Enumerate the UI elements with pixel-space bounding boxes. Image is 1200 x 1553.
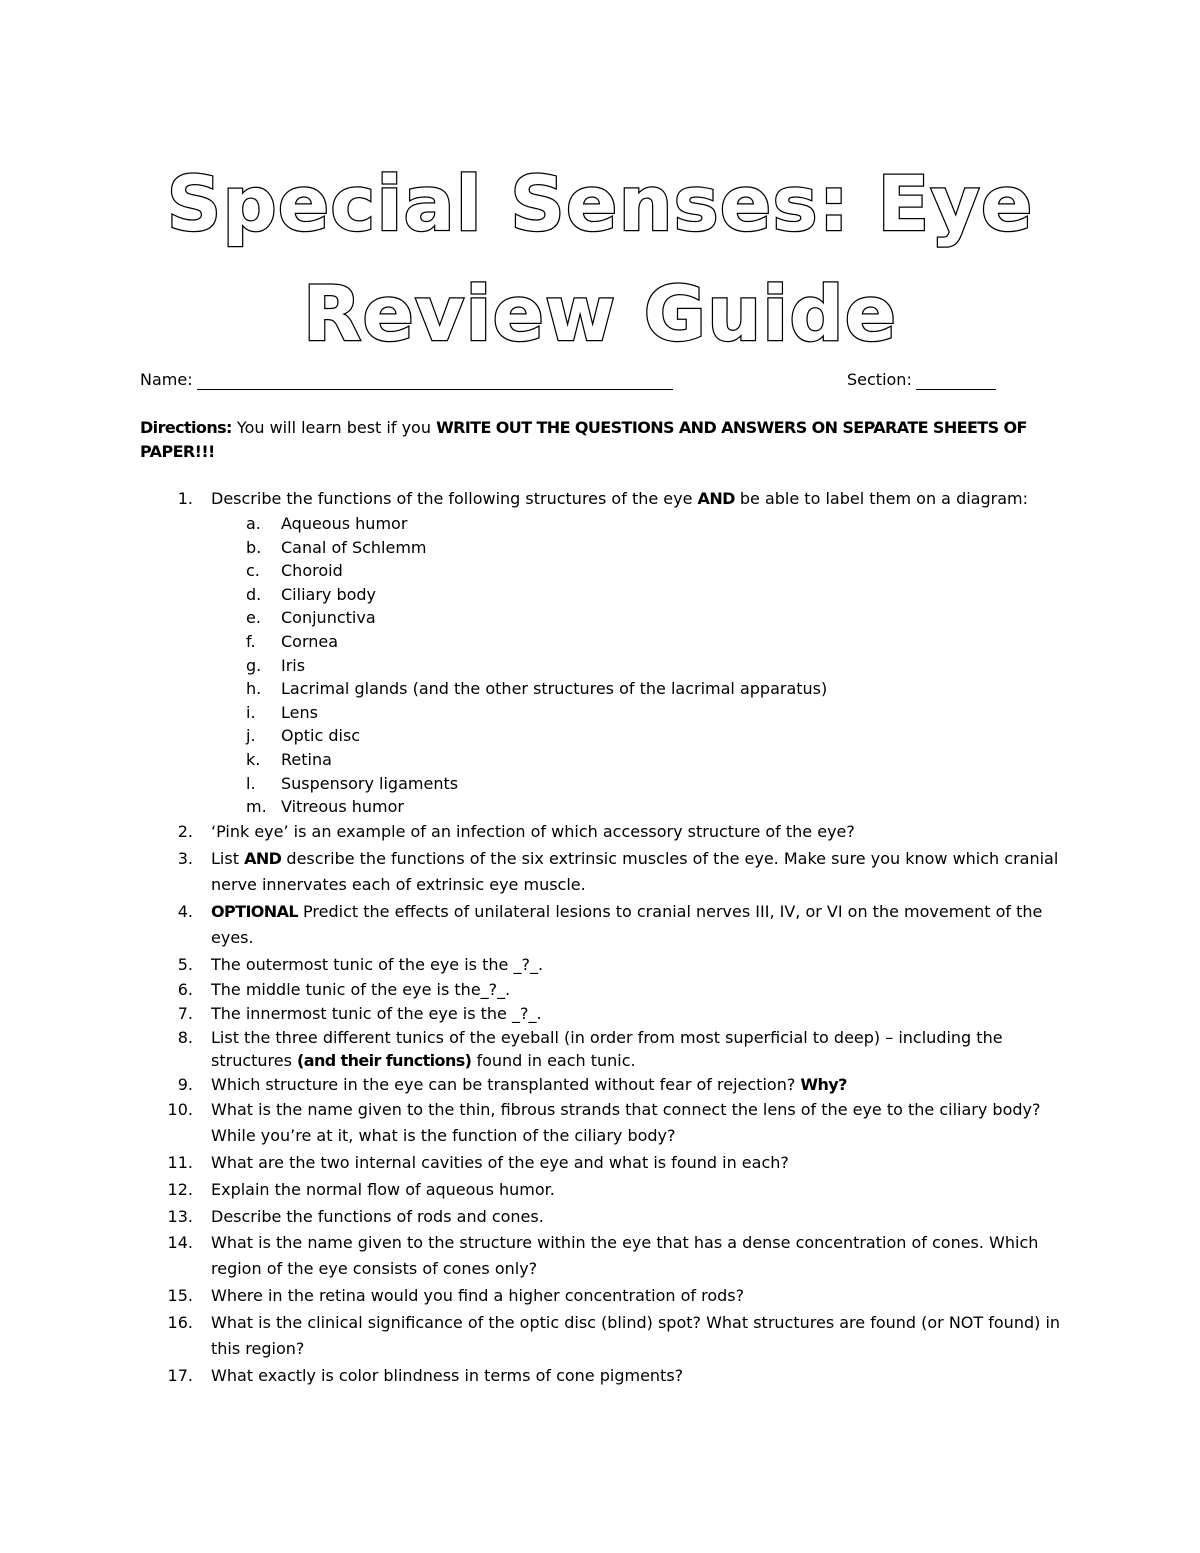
question-number: 1. (177, 489, 193, 508)
question-emphasis: AND (244, 848, 282, 868)
question-item (0, 1363, 1071, 1389)
question-text: Where in the retina would you find a higher concentration of rods? (211, 1285, 745, 1305)
question-text: List (211, 848, 245, 868)
question-item (0, 899, 1071, 951)
structure-list (211, 512, 1071, 819)
list-item (211, 724, 1071, 748)
list-item (211, 701, 1071, 725)
question-item (0, 1310, 1071, 1362)
question-text: What is the name given to the thin, fibrous strands that connect the lens of the eye to the ciliary body? While you’re at it, what is the function of the ciliary body? (211, 1099, 1041, 1145)
list-item-text: Lens (281, 702, 318, 722)
question-text: List the three different tunics of the eyeball (in order from most superficial to deep) – including the structures (211, 1027, 1003, 1071)
list-item-text: Retina (281, 749, 332, 769)
question-item (0, 846, 1071, 898)
directions-text: You will learn best if you (231, 418, 437, 437)
question-text: Describe the functions of the following structures of the eye (211, 489, 698, 508)
question-number: 6. (177, 979, 193, 999)
directions-emphasis: WRITE OUT THE QUESTIONS AND ANSWERS ON SEPARATE SHEETS OF PAPER!!! (140, 418, 1027, 461)
question-item (0, 1204, 1071, 1230)
question-item (0, 1097, 1071, 1149)
list-item-text: Suspensory ligaments (281, 773, 459, 793)
list-item-letter: c. (246, 561, 260, 581)
list-item-text: Optic disc (281, 726, 361, 746)
list-item (211, 606, 1071, 630)
list-item-letter: k. (246, 749, 261, 769)
directions-paragraph (140, 416, 1070, 464)
list-item (211, 772, 1071, 796)
list-item-letter: f. (246, 631, 256, 651)
list-item-letter: h. (246, 679, 262, 699)
list-item (211, 536, 1071, 560)
question-item (0, 1026, 1071, 1073)
list-item-letter: d. (246, 584, 262, 604)
question-emphasis: (and their functions) (297, 1051, 472, 1071)
question-number: 14. (167, 1232, 193, 1252)
question-number: 9. (177, 1074, 193, 1094)
question-emphasis: AND (697, 489, 735, 508)
question-item (0, 1230, 1071, 1282)
name-field (140, 370, 673, 390)
list-item (211, 795, 1071, 819)
question-text: Predict the effects of unilateral lesions to cranial nerves III, IV, or VI on the movement of the eyes. (211, 901, 1043, 947)
question-item (0, 1002, 1071, 1026)
list-item-text: Choroid (281, 561, 343, 581)
question-number: 16. (167, 1312, 193, 1332)
list-item-letter: m. (246, 797, 267, 817)
list-item (211, 748, 1071, 772)
question-text: What is the clinical significance of the optic disc (blind) spot? What structures are found (or NOT found) in this region? (211, 1312, 1061, 1358)
question-text: found in each tunic. (471, 1051, 636, 1071)
question-number: 15. (167, 1285, 193, 1305)
question-number: 12. (167, 1179, 193, 1199)
question-number: 7. (177, 1003, 193, 1023)
question-text: The innermost tunic of the eye is the _?_. (211, 1003, 542, 1023)
question-text: Describe the functions of rods and cones. (211, 1206, 544, 1226)
question-item (0, 1150, 1071, 1176)
question-item (0, 978, 1071, 1002)
question-item (0, 1177, 1071, 1203)
list-item-letter: i. (246, 702, 256, 722)
page-title-line-1: Special Senses: Eye (166, 159, 1034, 248)
question-number: 5. (177, 954, 193, 974)
question-text: What is the name given to the structure within the eye that has a dense concentration of cones. Which region of the eye consists of cones only? (211, 1232, 1039, 1278)
question-number: 4. (177, 901, 193, 921)
question-number: 13. (167, 1206, 193, 1226)
list-item (211, 630, 1071, 654)
list-item-text: Ciliary body (281, 584, 377, 604)
list-item (211, 512, 1071, 536)
question-item (0, 952, 1071, 978)
question-number: 17. (167, 1365, 193, 1385)
question-list (0, 486, 1200, 1389)
question-text: What are the two internal cavities of the eye and what is found in each? (211, 1152, 789, 1172)
question-emphasis: Why? (800, 1074, 847, 1094)
question-text: The outermost tunic of the eye is the _?_. (211, 954, 544, 974)
question-number: 11. (167, 1152, 193, 1172)
question-number: 8. (177, 1027, 193, 1047)
question-text: ‘Pink eye’ is an example of an infection of which accessory structure of the eye? (211, 821, 855, 841)
list-item-letter: a. (246, 514, 261, 533)
list-item-letter: e. (246, 608, 261, 628)
name-label: Name: (140, 370, 193, 389)
question-item (0, 819, 1071, 845)
page-title-line-2: Review Guide (302, 269, 898, 358)
question-number: 2. (177, 821, 193, 841)
list-item-text: Cornea (281, 631, 339, 651)
question-text: The middle tunic of the eye is the_?_. (211, 979, 511, 999)
list-item (211, 677, 1071, 701)
question-number: 10. (167, 1099, 193, 1119)
section-label: Section: (847, 370, 912, 389)
question-text: be able to label them on a diagram: (734, 489, 1028, 508)
directions-lead: Directions: (140, 418, 232, 437)
list-item-letter: j. (246, 726, 256, 746)
list-item-text: Iris (281, 655, 306, 675)
question-emphasis: OPTIONAL (211, 901, 298, 921)
section-field (847, 370, 996, 390)
list-item-text: Lacrimal glands (and the other structures of the lacrimal apparatus) (281, 679, 828, 699)
question-text: Which structure in the eye can be transplanted without fear of rejection? (211, 1074, 801, 1094)
list-item-text: Aqueous humor (281, 514, 408, 533)
question-item (0, 486, 1071, 819)
list-item-letter: l. (246, 773, 256, 793)
question-item (0, 1073, 1071, 1097)
list-item-letter: b. (246, 537, 262, 557)
list-item-letter: g. (246, 655, 262, 675)
section-blank-line[interactable] (916, 373, 996, 390)
question-item (0, 1283, 1071, 1309)
list-item (211, 654, 1071, 678)
list-item-text: Canal of Schlemm (281, 537, 427, 557)
question-number: 3. (177, 848, 193, 868)
question-text: describe the functions of the six extrinsic muscles of the eye. Make sure you know which cranial nerve innervates each of extrinsic eye muscle. (211, 848, 1059, 894)
list-item (211, 583, 1071, 607)
list-item-text: Conjunctiva (281, 608, 376, 628)
name-blank-line[interactable] (197, 373, 673, 390)
question-text: Explain the normal flow of aqueous humor. (211, 1179, 555, 1199)
list-item (211, 559, 1071, 583)
question-text: What exactly is color blindness in terms of cone pigments? (211, 1365, 684, 1385)
list-item-text: Vitreous humor (281, 797, 404, 817)
